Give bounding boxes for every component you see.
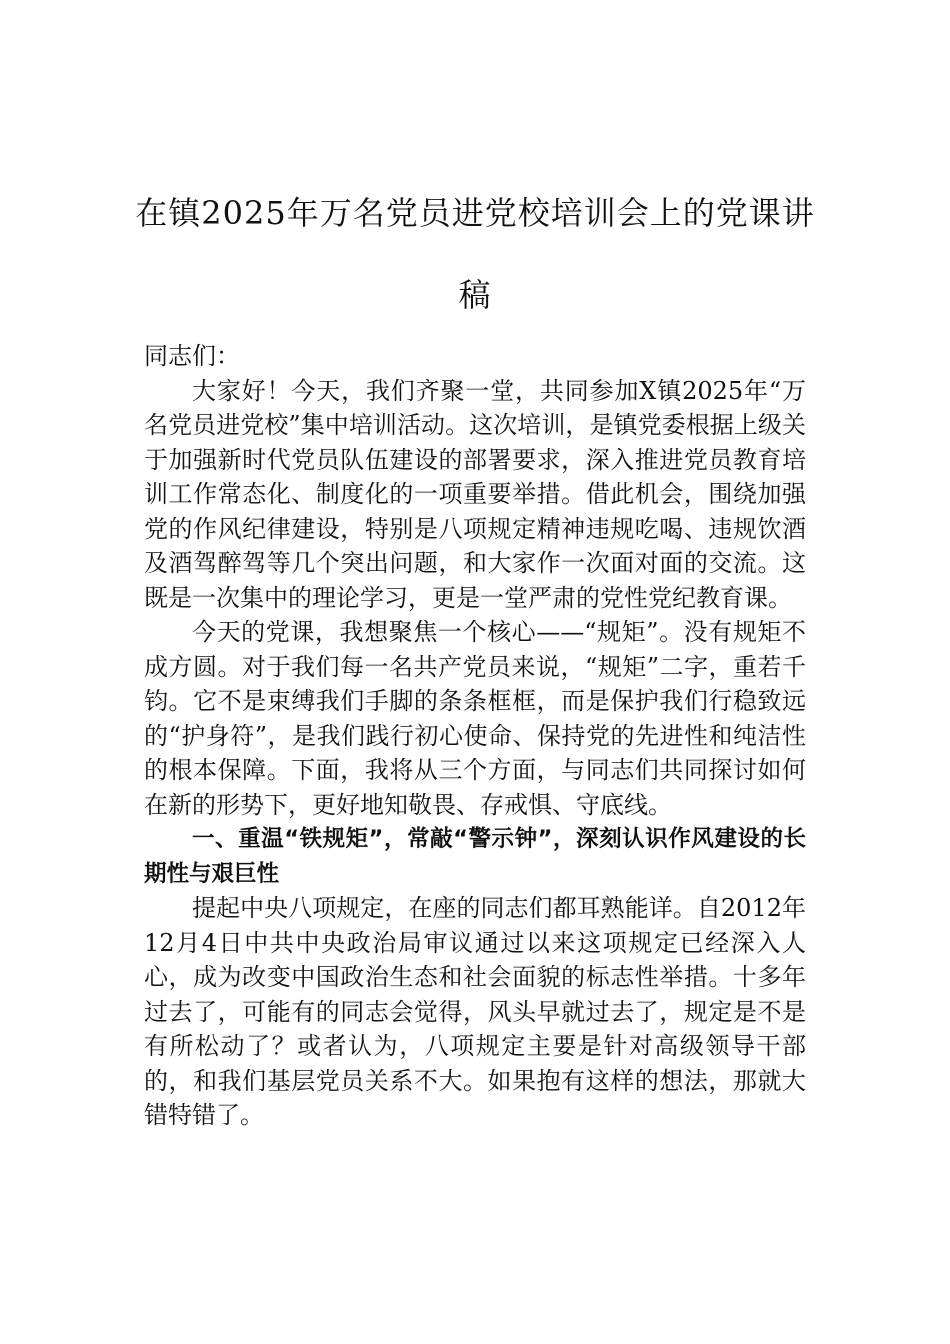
paragraph-opening: 大家好！今天，我们齐聚一堂，共同参加X镇2025年“万名党员进党校”集中培训活动。这次培训，是镇党委根据上级关于加强新时代党员队伍建设的部署要求，深入推进党员教育培训工作常态化、制度化的一项重要举措。借此机会，围绕加强党的作风纪律建设，特别是八项规定精神违规吃喝、违规饮酒及酒驾醉驾等几个突出问题，和大家作一次面对面的交流。这既是一次集中的理论学习，更是一堂严肃的党性党纪教育课。 — [144, 376, 806, 612]
salutation: 同志们： — [144, 342, 240, 370]
paragraph-core-theme: 今天的党课，我想聚焦一个核心——“规矩”。没有规矩不成方圆。对于我们每一名共产党员来说，“规矩”二字，重若千钧。它不是束缚我们手脚的条条框框，而是保护我们行稳致远的“护身符”，是我们践行初心使命、保持党的先进性和纯洁性的根本保障。下面，我将从三个方面，与同志们共同探讨如何在新的形势下，更好地知敬畏、存戒惧、守底线。 — [144, 618, 806, 819]
section-heading: 一、重温“铁规矩”，常敲“警示钟”，深刻认识作风建设的长期性与艰巨性 — [144, 826, 806, 887]
document-body — [144, 339, 806, 1133]
section-paragraph: 提起中央八项规定，在座的同志们都耳熟能详。自2012年12月4日中共中央政治局审议通过以来这项规定已经深入人心，成为改变中国政治生态和社会面貌的标志性举措。十多年过去了，可能有的同志会觉得，风头早就过去了，规定是不是有所松动了？或者认为，八项规定主要是针对高级领导干部的，和我们基层党员关系不大。如果抱有这样的想法，那就大错特错了。 — [144, 894, 806, 1129]
document-title: 在镇2025年万名党员进党校培训会上的党课讲稿 — [135, 194, 815, 314]
